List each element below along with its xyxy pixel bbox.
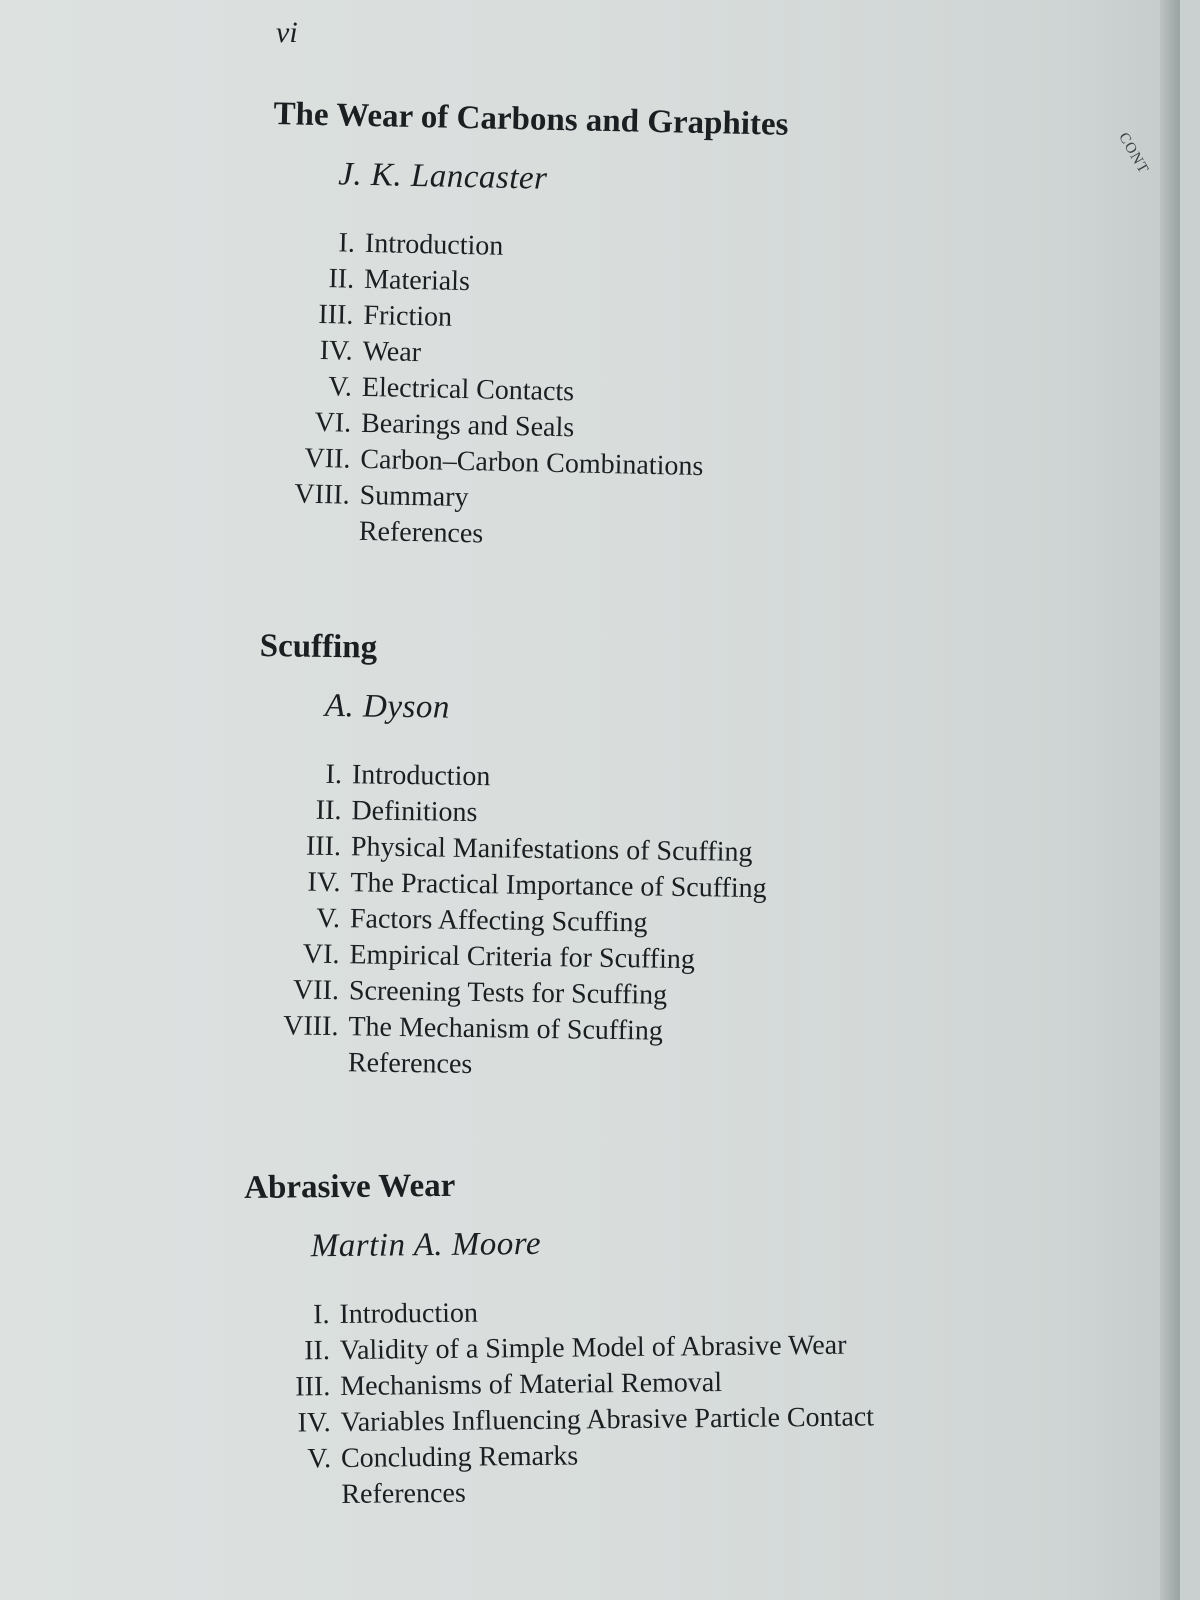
section-number: II. xyxy=(328,263,355,295)
section-number: IV. xyxy=(319,335,353,367)
section-title: Summary xyxy=(359,479,469,514)
section-number xyxy=(265,512,360,550)
section-title: Bearings and Seals xyxy=(360,407,575,444)
section-number: VI. xyxy=(314,406,352,439)
section-title: Materials xyxy=(363,263,471,298)
section-list xyxy=(245,1291,875,1514)
section-title: The Practical Importance of Scuffing xyxy=(350,867,767,905)
chapter-title: Abrasive Wear xyxy=(244,1167,456,1206)
next-page-edge xyxy=(1115,0,1180,1600)
section-title: Empirical Criteria for Scuffing xyxy=(349,939,696,976)
section-title: Concluding Remarks xyxy=(340,1440,579,1474)
chapter-entry xyxy=(253,628,770,1103)
section-title: Carbon–Carbon Combinations xyxy=(360,443,704,483)
section-title: Screening Tests for Scuffing xyxy=(348,975,668,1011)
chapter-author: J. K. Lancaster xyxy=(337,156,548,197)
section-title: References xyxy=(347,1047,473,1081)
section-number: II. xyxy=(315,794,342,827)
section-title: Factors Affecting Scuffing xyxy=(349,903,648,939)
section-number: VII. xyxy=(304,442,351,475)
section-title: The Mechanism of Scuffing xyxy=(348,1011,664,1047)
section-item xyxy=(247,1471,875,1514)
section-title: Wear xyxy=(362,335,422,369)
section-list xyxy=(265,224,787,559)
section-number: I. xyxy=(325,758,343,791)
section-item xyxy=(254,1044,765,1087)
section-number: IV. xyxy=(297,1407,331,1439)
section-title: Introduction xyxy=(339,1297,479,1331)
chapter-entry xyxy=(264,96,789,575)
section-number: II. xyxy=(304,1335,331,1367)
chapter-title: The Wear of Carbons and Graphites xyxy=(273,96,789,143)
section-number: III. xyxy=(318,298,354,331)
section-number: VI. xyxy=(302,938,340,971)
section-number: V. xyxy=(327,371,353,403)
section-number: VIII. xyxy=(283,1010,339,1043)
section-title: Introduction xyxy=(364,227,504,262)
section-title: References xyxy=(358,515,484,550)
section-title: Introduction xyxy=(351,759,491,793)
section-item xyxy=(246,1327,874,1370)
section-number: V. xyxy=(316,902,341,935)
section-number: VII. xyxy=(292,974,340,1007)
section-title: Friction xyxy=(363,299,453,333)
section-item xyxy=(246,1399,874,1442)
section-title: Electrical Contacts xyxy=(361,371,575,408)
page-number: vi xyxy=(276,16,298,49)
section-number xyxy=(254,1044,348,1081)
section-number: I. xyxy=(313,1299,330,1331)
section-number: VIII. xyxy=(294,478,350,511)
chapter-author: A. Dyson xyxy=(324,687,451,726)
section-title: Definitions xyxy=(351,795,478,829)
chapter-title: Scuffing xyxy=(259,628,378,666)
edge-running-head: CONT xyxy=(1115,130,1152,177)
section-title: Variables Influencing Abrasive Particle Contact xyxy=(340,1401,875,1439)
chapter-entry xyxy=(244,1163,875,1530)
section-title: Validity of a Simple Model of Abrasive Wear xyxy=(339,1329,847,1367)
section-number xyxy=(247,1477,341,1514)
chapter-author: Martin A. Moore xyxy=(310,1225,542,1265)
section-number: III. xyxy=(305,830,342,863)
section-number: III. xyxy=(295,1371,331,1403)
section-title: Physical Manifestations of Scuffing xyxy=(350,831,753,868)
section-list xyxy=(254,756,769,1087)
section-title: Mechanisms of Material Removal xyxy=(340,1367,723,1403)
section-number: V. xyxy=(307,1443,332,1475)
section-number: IV. xyxy=(307,866,341,899)
section-title: References xyxy=(341,1477,466,1510)
section-number: I. xyxy=(338,227,356,259)
